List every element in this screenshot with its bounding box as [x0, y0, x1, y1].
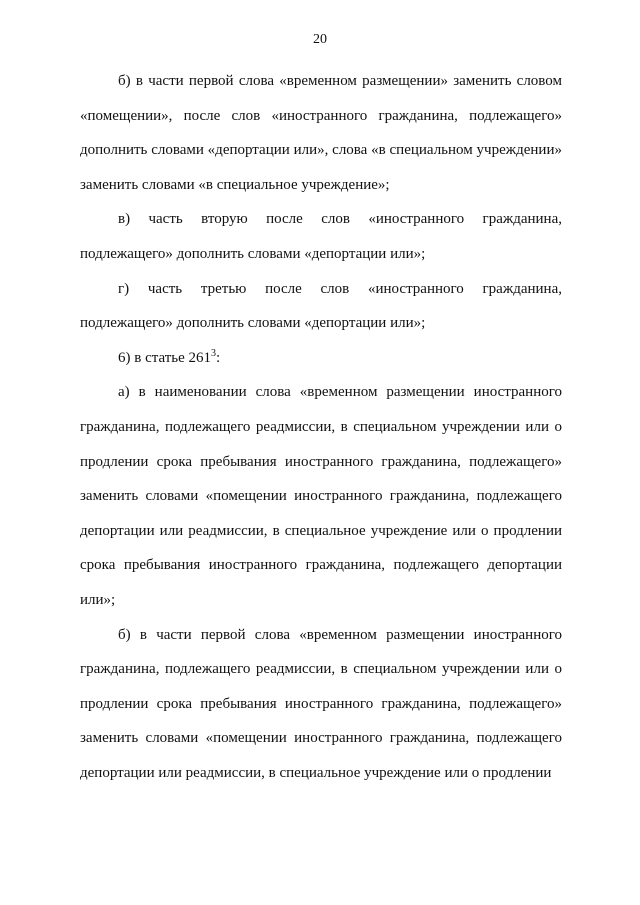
- article-number-superscript: 3: [211, 347, 217, 359]
- article-item-prefix: 6) в статье 261: [118, 349, 212, 366]
- page-number: 20: [313, 32, 327, 47]
- document-body: [80, 64, 562, 790]
- paragraph-article-item: [80, 341, 562, 376]
- paragraph-b-part-one-second: б) в части первой слова «временном размещении иностранного гражданина, подлежащего реадмиссии, в специальном учреждении или о продлении срока пребывания иностранного гражданина, подлежащего» заменить словами «помещении иностранного гражданина, подлежащего депортации или реадмиссии, в специальное учреждение или о продлении: [80, 626, 562, 781]
- paragraph-a-title: а) в наименовании слова «временном размещении иностранного гражданина, подлежащего реадмиссии, в специальном учреждении или о продлении срока пребывания иностранного гражданина, подлежащего» заменить словами «помещении иностранного гражданина, подлежащего депортации или реадмиссии, в специальное учреждение или о продлении срока пребывания иностранного гражданина, подлежащего депортации или»;: [80, 384, 562, 608]
- paragraph-v-part-two: в) часть вторую после слов «иностранного гражданина, подлежащего» дополнить словами «депортации или»;: [80, 211, 562, 262]
- paragraph-b-part-one: б) в части первой слова «временном размещении» заменить словом «помещении», после слов «иностранного гражданина, подлежащего» дополнить словами «депортации или», слова «в специальном учреждении» заменить словами «в специальное учреждение»;: [80, 73, 562, 193]
- paragraph-g-part-three: г) часть третью после слов «иностранного гражданина, подлежащего» дополнить словами «депортации или»;: [80, 280, 562, 332]
- article-item-suffix: :: [216, 349, 221, 366]
